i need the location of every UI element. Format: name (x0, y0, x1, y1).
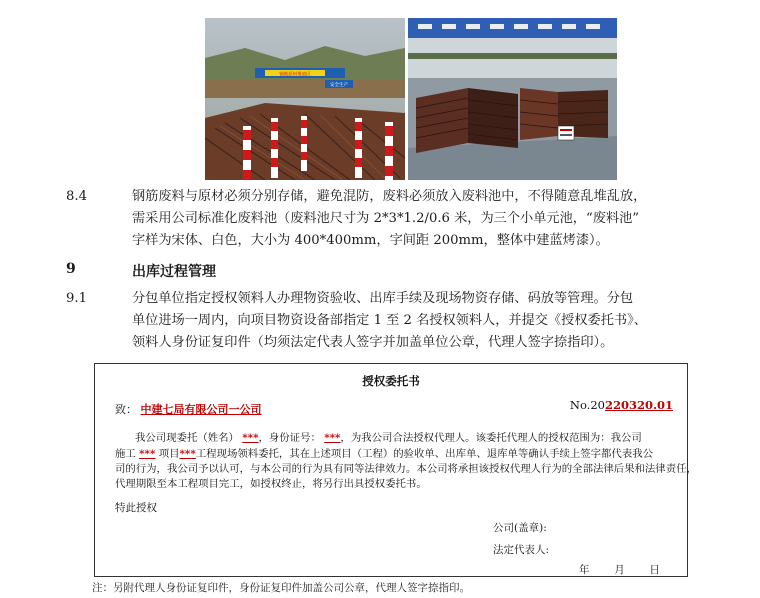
body-line: 需采用公司标准化废料池（废料池尺寸为 2*3*1.2/0.6 米，为三个小单元池，“废料池” (132, 211, 640, 226)
id-number-placeholder: *** (324, 432, 341, 444)
section-number: 8.4 (66, 189, 87, 204)
recipient-prefix: 致： (115, 403, 137, 416)
date-month: 月 (614, 564, 625, 576)
section-9-1 (66, 288, 706, 354)
text-fragment: ，身份证号： (258, 432, 321, 444)
agent-name-placeholder: *** (242, 432, 259, 444)
work-placeholder: *** (179, 448, 196, 460)
section-number: 9 (66, 261, 76, 277)
letter-title: 授权委托书 (362, 374, 420, 388)
section-title: 出库过程管理 (132, 264, 216, 280)
project-placeholder: *** (139, 448, 156, 460)
letter-number-prefix: No.20 (569, 398, 605, 412)
body-line: 钢筋废料与原材必须分别存储，避免混防，废料必须放入废料池中，不得随意乱堆乱放， (132, 189, 647, 204)
body-line: 单位进场一周内，向项目物资设备部指定 1 至 2 名授权领料人，并提交《授权委托书》、 (132, 313, 647, 328)
legal-rep-label: 法定代表人: (493, 544, 550, 556)
body-line: 字样为宋体、白色，大小为 400*400mm，字间距 200mm，整体中建蓝烤漆）。 (132, 233, 609, 248)
letter-body-line-2 (115, 445, 653, 460)
company-seal-label: 公司(盖章): (493, 522, 547, 534)
recipient-company: 中建七局有限公司一公司 (140, 403, 262, 416)
letter-closing: 特此授权 (115, 502, 157, 514)
waste-pool-photo (408, 18, 617, 180)
section-number: 9.1 (66, 291, 87, 306)
letter-recipient (115, 401, 262, 417)
letter-number (570, 398, 673, 412)
body-line: 分包单位指定授权领料人办理物资验收、出库手续及现场物资存储、码放等管理。分包 (132, 291, 634, 306)
shed-sign-text: 钢筋原材堆放区 (279, 72, 311, 78)
body-line: 领料人身份证复印件（均须法定代表人签字并加盖单位公章，代理人签字捺指印）。 (132, 335, 614, 350)
safety-sign-text: 安全生产 (330, 83, 348, 88)
letter-number-value: 220320.01 (604, 398, 673, 412)
date-day: 日 (649, 564, 660, 576)
section-9-heading (66, 261, 216, 280)
footnote: 注：另附代理人身份证复印件，身份证复印件加盖公司公章，代理人签字捺指印。 (92, 582, 470, 594)
authorization-letter (94, 363, 697, 577)
text-fragment: ，为我公司合法授权代理人。该委托代理人的授权范围为：我公司 (340, 432, 642, 444)
letter-body-line-4: 代理期限至本工程项目完工，如授权终止，将另行出具授权委托书。 (115, 478, 427, 490)
section-body (132, 186, 706, 252)
text-fragment: 我公司现委托（姓名） (135, 432, 239, 444)
text-fragment: 工程现场领料委托，其在上述项目（工程）的验收单、出库单、退库单等确认手续上签字都代表我公 (195, 448, 653, 460)
text-fragment: 项目 (158, 448, 180, 460)
letter-body-line-1 (135, 429, 642, 444)
section-body (132, 288, 706, 354)
text-fragment: 施工 (115, 448, 136, 460)
photo-strip (205, 18, 617, 180)
rebar-storage-photo (205, 18, 405, 180)
section-8-4 (66, 186, 706, 252)
letter-body-line-3: 司的行为，我公司予以认可，与本公司的行为具有同等法律效力。本公司将承担该授权代理人行为的全部法律后果和法律责任， (115, 463, 697, 475)
date-year: 年 (579, 564, 590, 576)
date-line (579, 562, 660, 577)
